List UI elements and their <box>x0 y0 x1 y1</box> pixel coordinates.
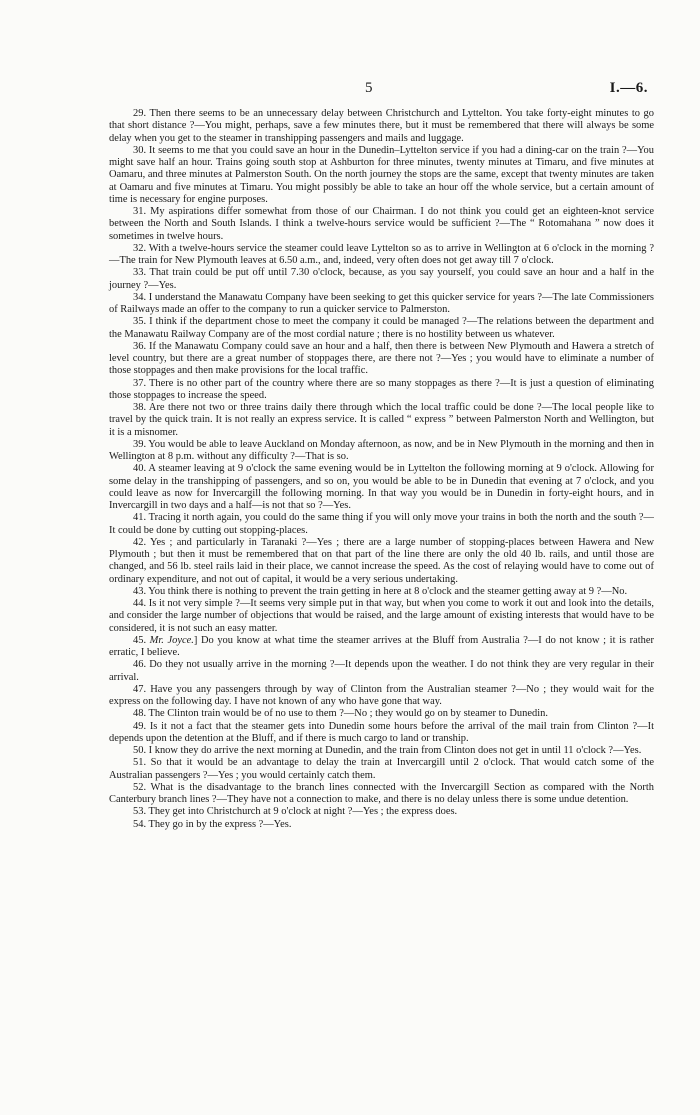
paragraph-46: 46. Do they not usually arrive in the morning ?—It depends upon the weather. I do not think they are very regular in their arrival. <box>109 659 654 683</box>
page-number: 5 <box>365 80 373 96</box>
document-reference: I.—6. <box>609 80 648 96</box>
paragraph-29: 29. Then there seems to be an unnecessary delay between Christchurch and Lyttelton. You take forty-eight minutes to go that short distance ?—You might, perhaps, save a few minutes there, but it must be remembered that there will always be some delay when you get to the steamer in transhipping passengers and mails and luggage. <box>109 108 654 144</box>
questioner-name: Mr. Joyce. <box>149 634 194 646</box>
paragraph-37: 37. There is no other part of the country where there are so many stoppages as there ?—It is just a question of eliminating those stoppages to increase the speed. <box>109 377 654 401</box>
paragraph-54: 54. They go in by the express ?—Yes. <box>133 818 292 830</box>
paragraph-48: 48. The Clinton train would be of no use to them ?—No ; they would go on by steamer to Dunedin. <box>133 708 548 720</box>
paragraph-38: 38. Are there not two or three trains daily there through which the local traffic could be done ?—The local people like to travel by the quick train. It is not really an express service. It is called “ express ” between Palmerston North and Wellington, but it is a misnomer. <box>109 402 654 438</box>
paragraph-35: 35. I think if the department chose to meet the company it could be managed ?—The relations between the department and the Manawatu Railway Company are of the most cordial nature ; there is no hostility between us whatever. <box>109 316 654 340</box>
paragraph-45 <box>109 635 654 660</box>
document-body <box>109 108 654 831</box>
paragraph-32: 32. With a twelve-hours service the steamer could leave Lyttelton so as to arrive in Wellington at 6 o'clock in the morning ?—The train for New Plymouth leaves at 6.50 a.m., and, indeed, very often does not get away till 7 o'clock. <box>109 242 654 266</box>
paragraph-44: 44. Is it not very simple ?—It seems very simple put in that way, but when you come to work it out and look into the details, and consider the large number of objections that would be raised, and the large amount of existing interests that would have to be considered, it is not such an easy matter. <box>109 598 654 634</box>
paragraph-45-text: ] Do you know at what time the steamer arrives at the Bluff from Australia ?—I do not know ; it is rather erratic, I believe. <box>109 634 655 658</box>
paragraph-40: 40. A steamer leaving at 9 o'clock the same evening would be in Lyttelton the following morning at 9 o'clock. Allowing for some delay in the transhipping of passengers, and so on, you would be able to be in Dunedin that evening at 7 o'clock, and you could leave as now for Invercargill the following morning. In that way you would be in Dunedin in forty-eight hours, and in Invercargill in two days and a half—is not that so ?—Yes. <box>109 463 654 511</box>
paragraph-45-number: 45. <box>133 634 150 646</box>
paragraph-43: 43. You think there is nothing to prevent the train getting in here at 8 o'clock and the steamer getting away at 9 ?—No. <box>133 585 628 597</box>
paragraph-49: 49. Is it not a fact that the steamer gets into Dunedin some hours before the arrival of the mail train from Clinton ?—It depends upon the detention at the Bluff, and if there is much cargo to land or tranship. <box>109 720 654 744</box>
paragraph-53: 53. They get into Christchurch at 9 o'clock at night ?—Yes ; the express does. <box>133 806 458 818</box>
paragraph-42: 42. Yes ; and particularly in Taranaki ?—Yes ; there are a large number of stopping-places between Hawera and New Plymouth ; but then it must be remembered that on that part of the line there are only the old 40 lb. rails, and until those are changed, and 56 lb. steel rails laid in their place, we cannot increase the speed. As the cost of relaying would have to come out of ordinary expenditure, and not out of capital, it would be a very serious undertaking. <box>109 536 654 585</box>
paragraph-52: 52. What is the disadvantage to the branch lines connected with the Invercargill Section as compared with the North Canterbury branch lines ?—They have not a connection to make, and there is no delay unless there is some undue detention. <box>109 781 654 805</box>
paragraph-34: 34. I understand the Manawatu Company have been seeking to get this quicker service for years ?—The late Commissioners of Railways made an offer to the company to run a quicker service to Palmerston. <box>109 291 654 315</box>
paragraph-33: 33. That train could be put off until 7.30 o'clock, because, as you say yourself, you could save an hour and a half in the journey ?—Yes. <box>109 267 654 291</box>
paragraph-36: 36. If the Manawatu Company could save an hour and a half, then there is between New Plymouth and Hawera a stretch of level country, but there are a great number of stoppages there, are there not ?—Yes ; you would have to eliminate a number of those stoppages and then make provisions for the local traffic. <box>109 340 654 377</box>
paragraph-30: 30. It seems to me that you could save an hour in the Dunedin–Lyttelton service if you had a dining-car on the train ?—You might save half an hour. Trains going south stop at Ashburton for three minutes, twenty minutes at Timaru, and five minutes at Oamaru, and three minutes at Palmerston South. On the north journey the stops are the same, except that twenty minutes are taken at Oamaru and five minutes at Timaru. You might possibly be able to take an hour off the whole service, but a certain amount of time is necessary for engine purposes. <box>109 144 654 205</box>
paragraph-39: 39. You would be able to leave Auckland on Monday afternoon, as now, and be in New Plymouth in the morning and then in Wellington at 8 p.m. without any difficulty ?—That is so. <box>109 438 654 462</box>
paragraph-31: 31. My aspirations differ somewhat from those of our Chairman. I do not think you could get an eighteen-knot service between the North and South Islands. I think a twelve-hours service would be sufficient ?—The “ Rotomahana ” now does it sometimes in twelve hours. <box>109 206 654 242</box>
page-header <box>0 80 700 100</box>
paragraph-41: 41. Tracing it north again, you could do the same thing if you will only move your trains in both the north and the south ?—It could be done by cutting out stopping-places. <box>109 512 654 536</box>
paragraph-50: 50. I know they do arrive the next morning at Dunedin, and the train from Clinton does not get in until 11 o'clock ?—Yes. <box>133 745 642 756</box>
paragraph-51: 51. So that it would be an advantage to delay the train at Invercargill until 2 o'clock. That would catch some of the Australian passengers ?—Yes ; you would certainly catch them. <box>109 757 654 781</box>
paragraph-47: 47. Have you any passengers through by way of Clinton from the Australian steamer ?—No ; they would wait for the express on the following day. I have not known of any who have gone that way. <box>109 683 654 707</box>
